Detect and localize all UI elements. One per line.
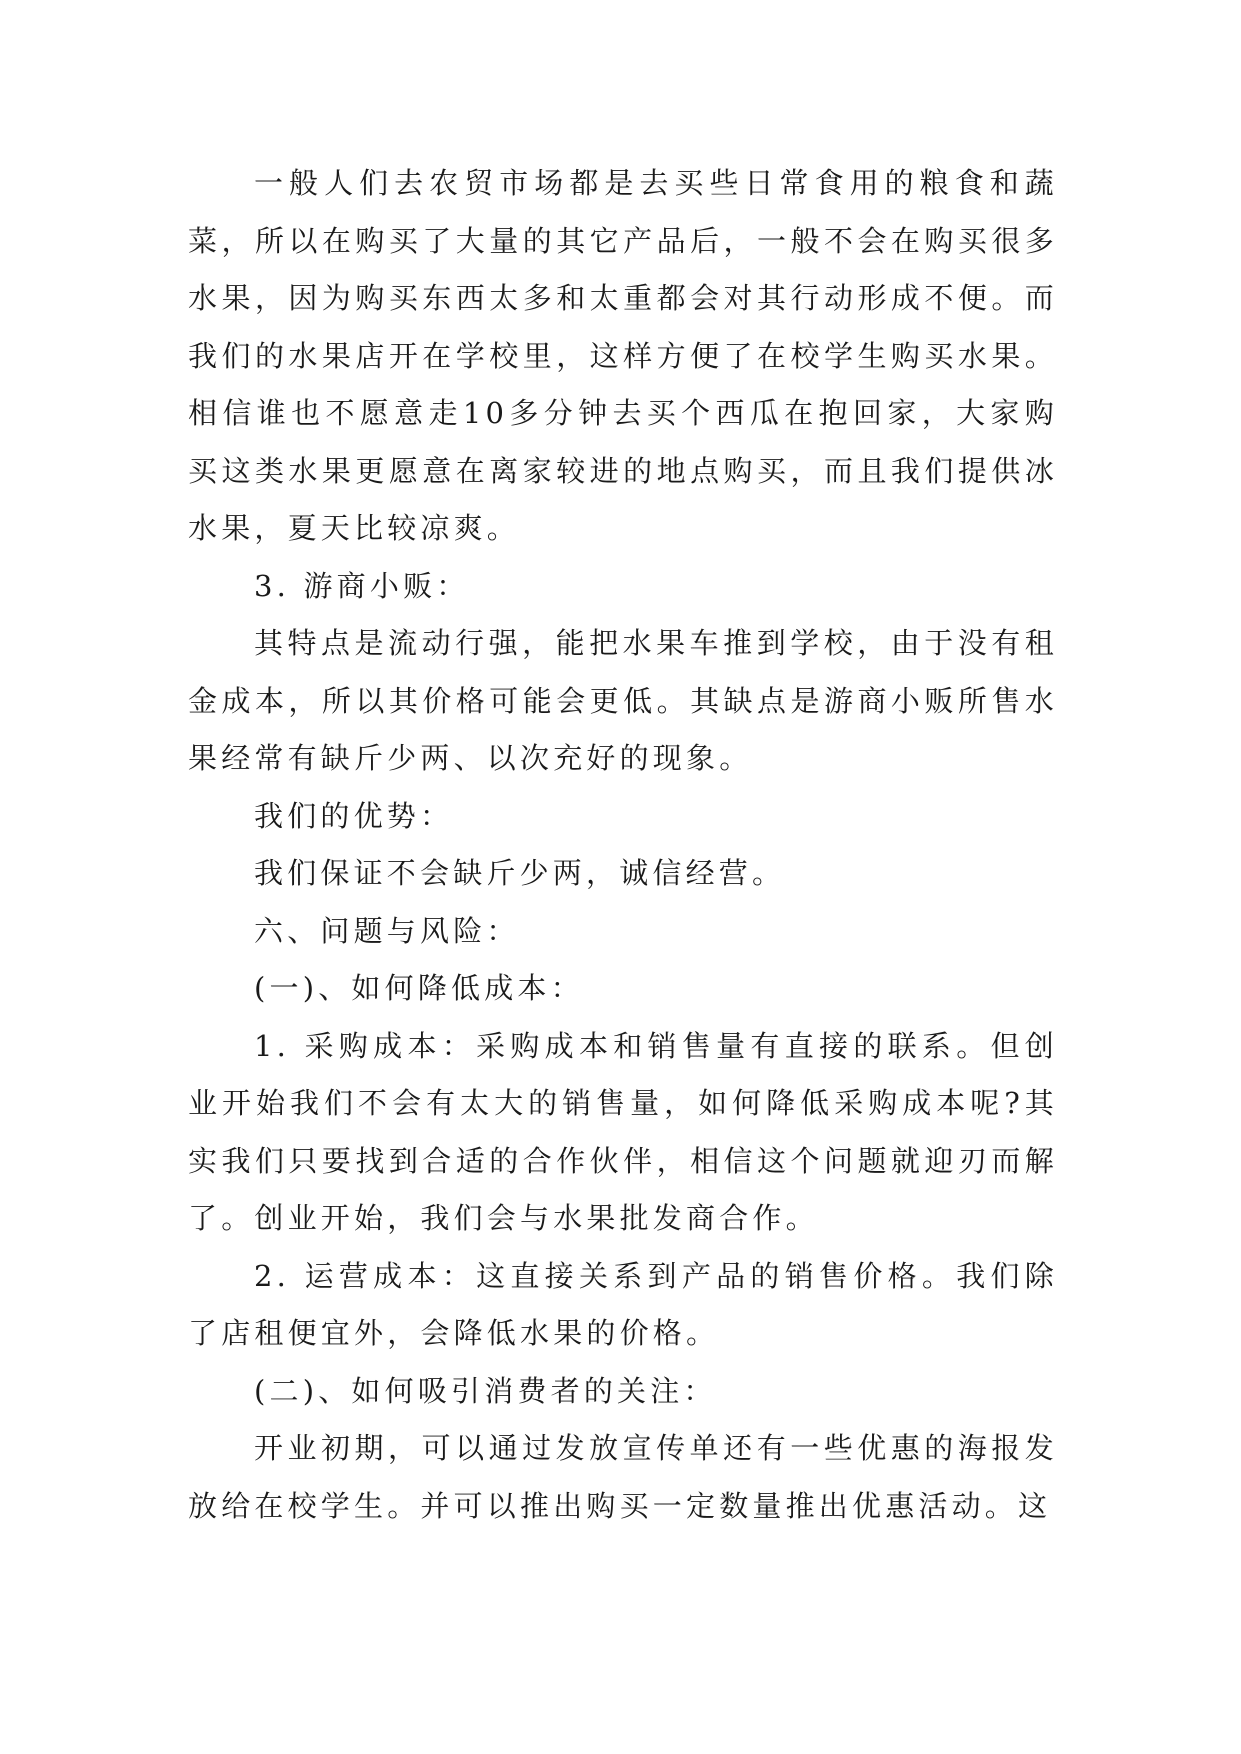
- paragraph-intro-farmers-market: 一般人们去农贸市场都是去买些日常食用的粮食和蔬菜，所以在购买了大量的其它产品后，一般不会在购买很多水果，因为购买东西太多和太重都会对其行动形成不便。而我们的水果店开在学校里，这样方便了在校学生购买水果。相信谁也不愿意走10多分钟去买个西瓜在抱回家，大家购买这类水果更愿意在离家较进的地点购买，而且我们提供冰水果，夏天比较凉爽。: [188, 166, 1058, 545]
- paragraph-street-vendors: 其特点是流动行强，能把水果车推到学校，由于没有租金成本，所以其价格可能会更低。其缺点是游商小贩所售水果经常有缺斤少两、以次充好的现象。: [188, 626, 1058, 775]
- heading-our-advantages: 我们的优势：: [254, 798, 454, 833]
- document-body: [188, 155, 1058, 1535]
- paragraph-purchase-cost: 1. 采购成本：采购成本和销售量有直接的联系。但创业开始我们不会有太大的销售量，如何降低采购成本呢?其实我们只要找到合适的合作伙伴，相信这个问题就迎刃而解了。创业开始，我们会与水果批发商合作。: [188, 1028, 1058, 1235]
- heading-problems-risks: 六、问题与风险：: [254, 913, 520, 948]
- heading-street-vendors: 3. 游商小贩：: [254, 568, 470, 603]
- heading-attract-consumers: (二)、如何吸引消费者的关注：: [254, 1373, 717, 1408]
- heading-reduce-cost: (一)、如何降低成本：: [254, 971, 584, 1005]
- paragraph-operating-cost: 2. 运营成本：这直接关系到产品的销售价格。我们除了店租便宜外，会降低水果的价格。: [188, 1258, 1058, 1350]
- paragraph-opening-promotion: 开业初期，可以通过发放宣传单还有一些优惠的海报发放给在校学生。并可以推出购买一定数量推出优惠活动。这: [188, 1431, 1058, 1523]
- paragraph-our-advantages: 我们保证不会缺斤少两，诚信经营。: [254, 856, 786, 890]
